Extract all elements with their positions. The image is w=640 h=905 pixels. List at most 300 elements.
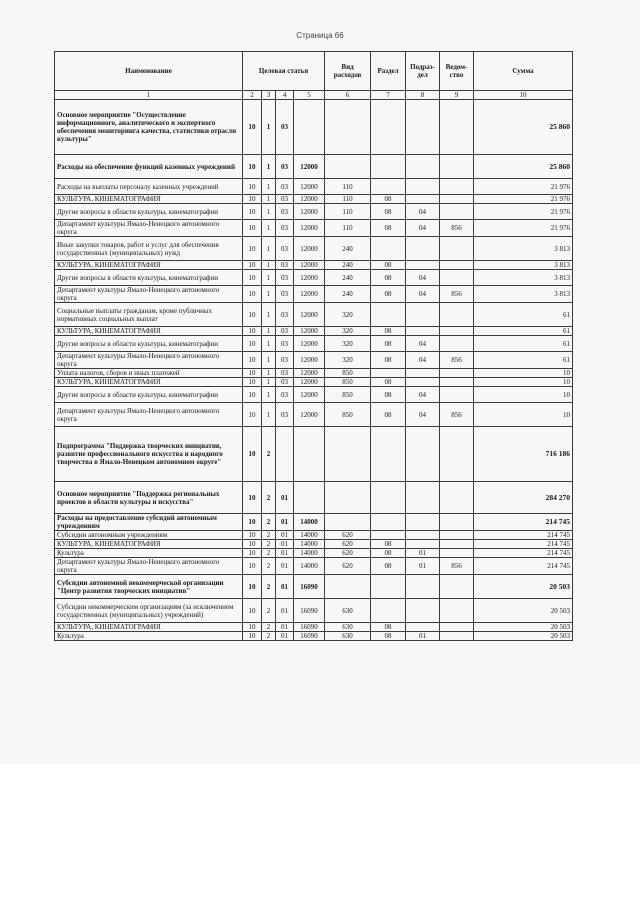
row-expense-type-cell: 240 xyxy=(325,286,371,303)
row-section-cell: 08 xyxy=(371,378,406,387)
row-expense-type-cell: 620 xyxy=(325,531,371,540)
row-expense-type-cell xyxy=(325,575,371,599)
row-code-subprogram-cell: 1 xyxy=(262,352,276,369)
row-section-cell: 08 xyxy=(371,204,406,220)
table-row xyxy=(55,100,573,155)
row-section-cell: 08 xyxy=(371,220,406,237)
row-department-cell xyxy=(440,540,474,549)
row-code-direction-cell: 12000 xyxy=(294,387,325,403)
table-row xyxy=(55,387,573,403)
row-subsection-cell xyxy=(406,303,440,327)
row-code-direction-cell: 12000 xyxy=(294,327,325,336)
row-sum-cell: 10 xyxy=(474,387,573,403)
table-row xyxy=(55,270,573,286)
row-name-cell: Другие вопросы в области культуры, кинематографии xyxy=(55,204,243,220)
row-code-event-cell: 01 xyxy=(276,575,294,599)
row-department-cell xyxy=(440,261,474,270)
row-section-cell xyxy=(371,100,406,155)
row-code-event-cell: 01 xyxy=(276,514,294,531)
table-row xyxy=(55,403,573,427)
row-subsection-cell: 04 xyxy=(406,352,440,369)
row-code-event-cell: 03 xyxy=(276,237,294,261)
row-department-cell xyxy=(440,387,474,403)
row-name-cell: КУЛЬТУРА, КИНЕМАТОГРАФИЯ xyxy=(55,540,243,549)
row-section-cell: 08 xyxy=(371,327,406,336)
row-name-cell: Основное мероприятие "Осуществление информационного, аналитического и экспертного обеспечения мониторинга качества, статистики отрасли культуры" xyxy=(55,100,243,155)
row-subsection-cell xyxy=(406,155,440,179)
row-code-event-cell xyxy=(276,427,294,482)
row-name-cell: Подпрограмма "Поддержка творческих инициатив, развитие профессионального искусства и народного творчества в Ямало-Ненецком автономном округе" xyxy=(55,427,243,482)
row-code-event-cell: 01 xyxy=(276,540,294,549)
row-department-cell xyxy=(440,369,474,378)
row-code-direction-cell: 12000 xyxy=(294,378,325,387)
row-code-direction-cell: 14000 xyxy=(294,514,325,531)
row-code-subprogram-cell: 1 xyxy=(262,220,276,237)
row-department-cell xyxy=(440,427,474,482)
row-sum-cell: 716 186 xyxy=(474,427,573,482)
header-razdel: Раздел xyxy=(371,52,406,91)
row-section-cell: 08 xyxy=(371,336,406,352)
column-number: 1 xyxy=(55,91,243,100)
row-name-cell: КУЛЬТУРА, КИНЕМАТОГРАФИЯ xyxy=(55,623,243,632)
row-name-cell: Субсидии автономным учреждениям xyxy=(55,531,243,540)
row-code-event-cell: 01 xyxy=(276,549,294,558)
row-subsection-cell: 01 xyxy=(406,558,440,575)
row-code-event-cell: 03 xyxy=(276,387,294,403)
row-sum-cell: 3 813 xyxy=(474,261,573,270)
row-code-program-cell: 10 xyxy=(243,549,262,558)
row-subsection-cell: 04 xyxy=(406,387,440,403)
row-expense-type-cell: 320 xyxy=(325,336,371,352)
row-code-program-cell: 10 xyxy=(243,427,262,482)
column-number: 2 xyxy=(243,91,262,100)
row-code-program-cell: 10 xyxy=(243,155,262,179)
row-sum-cell: 20 503 xyxy=(474,632,573,641)
row-department-cell xyxy=(440,549,474,558)
row-code-event-cell: 03 xyxy=(276,220,294,237)
row-department-cell xyxy=(440,100,474,155)
table-row xyxy=(55,540,573,549)
table-row xyxy=(55,195,573,204)
row-code-direction-cell: 16090 xyxy=(294,599,325,623)
row-subsection-cell xyxy=(406,179,440,195)
row-section-cell xyxy=(371,179,406,195)
row-section-cell xyxy=(371,155,406,179)
row-name-cell: Департамент культуры Ямало-Ненецкого автономного округа xyxy=(55,220,243,237)
row-department-cell: 856 xyxy=(440,403,474,427)
row-subsection-cell xyxy=(406,531,440,540)
row-department-cell xyxy=(440,303,474,327)
table-row xyxy=(55,427,573,482)
budget-table xyxy=(54,51,573,641)
row-sum-cell: 25 860 xyxy=(474,155,573,179)
row-department-cell xyxy=(440,270,474,286)
row-section-cell: 08 xyxy=(371,261,406,270)
table-row xyxy=(55,179,573,195)
row-code-direction-cell: 12000 xyxy=(294,195,325,204)
row-code-direction-cell: 12000 xyxy=(294,352,325,369)
row-code-event-cell: 03 xyxy=(276,336,294,352)
row-department-cell xyxy=(440,378,474,387)
column-number: 8 xyxy=(406,91,440,100)
column-number: 7 xyxy=(371,91,406,100)
row-section-cell: 08 xyxy=(371,632,406,641)
row-code-event-cell: 03 xyxy=(276,369,294,378)
row-code-subprogram-cell: 1 xyxy=(262,403,276,427)
row-subsection-cell: 04 xyxy=(406,403,440,427)
table-row xyxy=(55,531,573,540)
row-code-program-cell: 10 xyxy=(243,378,262,387)
table-row xyxy=(55,352,573,369)
row-code-program-cell: 10 xyxy=(243,514,262,531)
row-sum-cell: 21 976 xyxy=(474,204,573,220)
row-code-subprogram-cell: 1 xyxy=(262,369,276,378)
row-name-cell: КУЛЬТУРА, КИНЕМАТОГРАФИЯ xyxy=(55,261,243,270)
row-subsection-cell xyxy=(406,261,440,270)
row-expense-type-cell: 110 xyxy=(325,179,371,195)
row-code-direction-cell: 12000 xyxy=(294,261,325,270)
row-name-cell: Иные закупки товаров, работ и услуг для обеспечения государственных (муниципальных) нужд xyxy=(55,237,243,261)
row-code-direction-cell: 12000 xyxy=(294,220,325,237)
row-expense-type-cell: 320 xyxy=(325,303,371,327)
table-row xyxy=(55,599,573,623)
table-row xyxy=(55,303,573,327)
table-row xyxy=(55,558,573,575)
row-code-program-cell: 10 xyxy=(243,540,262,549)
row-code-program-cell: 10 xyxy=(243,286,262,303)
row-name-cell: Культура xyxy=(55,549,243,558)
row-section-cell xyxy=(371,237,406,261)
row-code-direction-cell: 14000 xyxy=(294,540,325,549)
row-expense-type-cell: 850 xyxy=(325,403,371,427)
row-code-event-cell: 03 xyxy=(276,327,294,336)
row-name-cell: Департамент культуры Ямало-Ненецкого автономного округа xyxy=(55,558,243,575)
row-sum-cell: 21 976 xyxy=(474,179,573,195)
row-section-cell xyxy=(371,575,406,599)
row-expense-type-cell: 630 xyxy=(325,599,371,623)
column-number: 5 xyxy=(294,91,325,100)
row-name-cell: Расходы на обеспечение функций казенных учреждений xyxy=(55,155,243,179)
row-sum-cell: 61 xyxy=(474,336,573,352)
row-sum-cell: 10 xyxy=(474,369,573,378)
row-code-program-cell: 10 xyxy=(243,599,262,623)
row-name-cell: Другие вопросы в области культуры, кинематографии xyxy=(55,387,243,403)
row-code-direction-cell: 12000 xyxy=(294,155,325,179)
row-code-direction-cell: 12000 xyxy=(294,336,325,352)
row-name-cell: КУЛЬТУРА, КИНЕМАТОГРАФИЯ xyxy=(55,195,243,204)
table-row xyxy=(55,204,573,220)
row-section-cell: 08 xyxy=(371,549,406,558)
row-subsection-cell xyxy=(406,482,440,514)
row-code-event-cell: 03 xyxy=(276,179,294,195)
row-code-direction-cell: 14000 xyxy=(294,549,325,558)
row-code-program-cell: 10 xyxy=(243,387,262,403)
row-code-event-cell: 03 xyxy=(276,270,294,286)
row-department-cell xyxy=(440,575,474,599)
row-code-direction-cell: 14000 xyxy=(294,558,325,575)
header-summa: Сумма xyxy=(474,52,573,91)
row-code-subprogram-cell: 1 xyxy=(262,261,276,270)
row-name-cell: Культура xyxy=(55,632,243,641)
row-department-cell xyxy=(440,514,474,531)
row-code-subprogram-cell: 2 xyxy=(262,514,276,531)
table-row xyxy=(55,286,573,303)
row-sum-cell: 214 745 xyxy=(474,531,573,540)
row-code-subprogram-cell: 2 xyxy=(262,482,276,514)
row-code-subprogram-cell: 2 xyxy=(262,632,276,641)
row-code-direction-cell: 14000 xyxy=(294,531,325,540)
row-code-subprogram-cell: 1 xyxy=(262,270,276,286)
row-code-program-cell: 10 xyxy=(243,352,262,369)
row-code-program-cell: 10 xyxy=(243,623,262,632)
row-subsection-cell: 01 xyxy=(406,632,440,641)
row-expense-type-cell: 110 xyxy=(325,220,371,237)
row-code-direction-cell xyxy=(294,427,325,482)
row-name-cell: Уплата налогов, сборов и иных платежей xyxy=(55,369,243,378)
row-section-cell xyxy=(371,514,406,531)
row-code-direction-cell: 12000 xyxy=(294,403,325,427)
row-subsection-cell xyxy=(406,195,440,204)
table-row xyxy=(55,623,573,632)
table-row xyxy=(55,378,573,387)
row-subsection-cell: 04 xyxy=(406,336,440,352)
row-department-cell: 856 xyxy=(440,220,474,237)
row-section-cell xyxy=(371,303,406,327)
row-name-cell: Департамент культуры Ямало-Ненецкого автономного округа xyxy=(55,403,243,427)
table-row xyxy=(55,632,573,641)
column-number-row xyxy=(55,91,573,100)
table-row xyxy=(55,155,573,179)
row-subsection-cell xyxy=(406,514,440,531)
row-code-program-cell: 10 xyxy=(243,179,262,195)
row-name-cell: Департамент культуры Ямало-Ненецкого автономного округа xyxy=(55,286,243,303)
row-expense-type-cell: 320 xyxy=(325,327,371,336)
row-code-direction-cell: 16090 xyxy=(294,632,325,641)
row-code-program-cell: 10 xyxy=(243,403,262,427)
row-subsection-cell xyxy=(406,378,440,387)
row-code-direction-cell: 16090 xyxy=(294,623,325,632)
header-vedomstvo: Ведом-ство xyxy=(440,52,474,91)
column-number: 10 xyxy=(474,91,573,100)
row-name-cell: Расходы на выплаты персоналу казенных учреждений xyxy=(55,179,243,195)
row-expense-type-cell xyxy=(325,427,371,482)
row-sum-cell: 20 503 xyxy=(474,575,573,599)
row-code-subprogram-cell: 2 xyxy=(262,575,276,599)
row-department-cell xyxy=(440,599,474,623)
table-row xyxy=(55,549,573,558)
row-code-event-cell: 03 xyxy=(276,352,294,369)
table-row xyxy=(55,575,573,599)
row-expense-type-cell: 620 xyxy=(325,540,371,549)
row-code-event-cell: 03 xyxy=(276,204,294,220)
row-code-program-cell: 10 xyxy=(243,575,262,599)
row-expense-type-cell: 850 xyxy=(325,369,371,378)
row-name-cell: КУЛЬТУРА, КИНЕМАТОГРАФИЯ xyxy=(55,327,243,336)
row-section-cell: 08 xyxy=(371,195,406,204)
row-code-direction-cell: 12000 xyxy=(294,270,325,286)
column-number: 4 xyxy=(276,91,294,100)
row-code-subprogram-cell: 1 xyxy=(262,327,276,336)
header-name: Наименование xyxy=(55,52,243,91)
row-code-event-cell: 01 xyxy=(276,632,294,641)
row-section-cell: 08 xyxy=(371,352,406,369)
row-code-event-cell: 03 xyxy=(276,378,294,387)
row-name-cell: Другие вопросы в области культуры, кинематографии xyxy=(55,270,243,286)
row-code-direction-cell: 12000 xyxy=(294,179,325,195)
row-department-cell xyxy=(440,155,474,179)
row-name-cell: Социальные выплаты гражданам, кроме публичных нормативных социальных выплат xyxy=(55,303,243,327)
row-code-program-cell: 10 xyxy=(243,369,262,378)
row-section-cell xyxy=(371,482,406,514)
row-name-cell: Основное мероприятие "Поддержка региональных проектов в области культуры и искусства" xyxy=(55,482,243,514)
row-code-subprogram-cell: 2 xyxy=(262,623,276,632)
row-expense-type-cell xyxy=(325,514,371,531)
row-name-cell: Расходы на предоставление субсидий автономным учреждениям xyxy=(55,514,243,531)
row-code-program-cell: 10 xyxy=(243,237,262,261)
row-sum-cell: 214 745 xyxy=(474,558,573,575)
row-sum-cell: 214 745 xyxy=(474,540,573,549)
row-code-subprogram-cell: 1 xyxy=(262,237,276,261)
row-code-program-cell: 10 xyxy=(243,327,262,336)
row-code-subprogram-cell: 1 xyxy=(262,303,276,327)
row-code-subprogram-cell: 1 xyxy=(262,195,276,204)
row-code-subprogram-cell: 1 xyxy=(262,286,276,303)
row-sum-cell: 20 503 xyxy=(474,599,573,623)
row-subsection-cell xyxy=(406,100,440,155)
row-expense-type-cell: 110 xyxy=(325,195,371,204)
column-number: 3 xyxy=(262,91,276,100)
row-name-cell: Другие вопросы в области культуры, кинематографии xyxy=(55,336,243,352)
row-sum-cell: 25 860 xyxy=(474,100,573,155)
table-row xyxy=(55,327,573,336)
row-department-cell xyxy=(440,531,474,540)
table-row xyxy=(55,336,573,352)
row-code-subprogram-cell: 1 xyxy=(262,179,276,195)
row-sum-cell: 61 xyxy=(474,352,573,369)
row-section-cell: 08 xyxy=(371,623,406,632)
row-subsection-cell xyxy=(406,575,440,599)
row-name-cell: КУЛЬТУРА, КИНЕМАТОГРАФИЯ xyxy=(55,378,243,387)
row-sum-cell: 214 745 xyxy=(474,549,573,558)
column-number: 9 xyxy=(440,91,474,100)
row-section-cell xyxy=(371,427,406,482)
row-code-direction-cell: 12000 xyxy=(294,303,325,327)
row-code-program-cell: 10 xyxy=(243,261,262,270)
row-section-cell: 08 xyxy=(371,403,406,427)
row-subsection-cell xyxy=(406,623,440,632)
row-expense-type-cell: 850 xyxy=(325,378,371,387)
row-code-subprogram-cell: 2 xyxy=(262,599,276,623)
row-department-cell xyxy=(440,237,474,261)
row-expense-type-cell: 240 xyxy=(325,261,371,270)
row-code-subprogram-cell: 1 xyxy=(262,100,276,155)
row-expense-type-cell xyxy=(325,482,371,514)
row-sum-cell: 3 813 xyxy=(474,270,573,286)
row-code-event-cell: 01 xyxy=(276,599,294,623)
row-code-subprogram-cell: 2 xyxy=(262,558,276,575)
row-code-event-cell: 03 xyxy=(276,155,294,179)
row-department-cell: 856 xyxy=(440,352,474,369)
row-sum-cell: 3 813 xyxy=(474,286,573,303)
row-sum-cell: 21 976 xyxy=(474,220,573,237)
row-code-program-cell: 10 xyxy=(243,303,262,327)
row-code-event-cell: 01 xyxy=(276,531,294,540)
row-section-cell: 08 xyxy=(371,540,406,549)
row-code-event-cell: 03 xyxy=(276,403,294,427)
row-code-event-cell: 03 xyxy=(276,303,294,327)
table-header-row xyxy=(55,52,573,91)
row-sum-cell: 21 976 xyxy=(474,195,573,204)
row-department-cell xyxy=(440,482,474,514)
row-department-cell xyxy=(440,632,474,641)
row-code-program-cell: 10 xyxy=(243,558,262,575)
table-row xyxy=(55,220,573,237)
row-code-program-cell: 10 xyxy=(243,100,262,155)
row-subsection-cell xyxy=(406,237,440,261)
table-row xyxy=(55,261,573,270)
row-name-cell: Департамент культуры Ямало-Ненецкого автономного округа xyxy=(55,352,243,369)
row-sum-cell: 284 270 xyxy=(474,482,573,514)
row-subsection-cell xyxy=(406,327,440,336)
row-code-program-cell: 10 xyxy=(243,195,262,204)
row-code-event-cell: 03 xyxy=(276,286,294,303)
row-subsection-cell: 04 xyxy=(406,286,440,303)
row-section-cell: 08 xyxy=(371,558,406,575)
row-code-event-cell: 03 xyxy=(276,195,294,204)
row-expense-type-cell: 110 xyxy=(325,204,371,220)
row-expense-type-cell: 320 xyxy=(325,352,371,369)
row-code-subprogram-cell: 2 xyxy=(262,549,276,558)
row-code-subprogram-cell: 1 xyxy=(262,387,276,403)
row-code-event-cell: 01 xyxy=(276,558,294,575)
row-sum-cell: 3 813 xyxy=(474,237,573,261)
row-expense-type-cell: 620 xyxy=(325,549,371,558)
row-name-cell: Субсидии некоммерческим организациям (за исключением государственных (муниципальных) учреждений) xyxy=(55,599,243,623)
row-code-event-cell: 01 xyxy=(276,623,294,632)
row-code-subprogram-cell: 2 xyxy=(262,427,276,482)
row-code-program-cell: 10 xyxy=(243,204,262,220)
row-code-program-cell: 10 xyxy=(243,336,262,352)
row-code-program-cell: 10 xyxy=(243,270,262,286)
row-subsection-cell: 04 xyxy=(406,270,440,286)
page-number-label: Страница 66 xyxy=(296,31,344,40)
table-row xyxy=(55,369,573,378)
row-code-direction-cell: 16090 xyxy=(294,575,325,599)
row-department-cell: 856 xyxy=(440,558,474,575)
row-code-subprogram-cell: 2 xyxy=(262,540,276,549)
row-subsection-cell: 01 xyxy=(406,549,440,558)
row-section-cell xyxy=(371,599,406,623)
row-section-cell: 08 xyxy=(371,270,406,286)
row-sum-cell: 10 xyxy=(474,403,573,427)
row-expense-type-cell: 850 xyxy=(325,387,371,403)
row-sum-cell: 10 xyxy=(474,378,573,387)
row-code-program-cell: 10 xyxy=(243,220,262,237)
row-department-cell xyxy=(440,336,474,352)
row-code-direction-cell xyxy=(294,100,325,155)
row-department-cell xyxy=(440,327,474,336)
row-department-cell xyxy=(440,179,474,195)
row-department-cell: 856 xyxy=(440,286,474,303)
table-body xyxy=(55,100,573,641)
row-expense-type-cell: 630 xyxy=(325,623,371,632)
row-code-subprogram-cell: 1 xyxy=(262,155,276,179)
row-department-cell xyxy=(440,195,474,204)
row-expense-type-cell: 620 xyxy=(325,558,371,575)
row-sum-cell: 61 xyxy=(474,303,573,327)
row-expense-type-cell: 240 xyxy=(325,237,371,261)
row-department-cell xyxy=(440,204,474,220)
